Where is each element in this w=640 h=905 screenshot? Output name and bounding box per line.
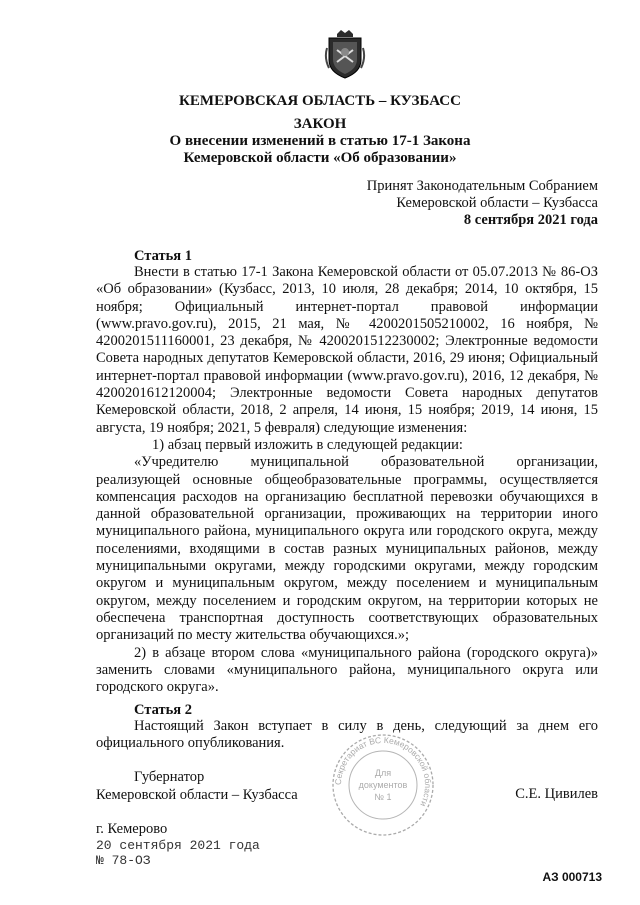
- stamped-date: 20 сентября 2021 года: [96, 838, 260, 853]
- article1-heading: Статья 1: [134, 248, 192, 264]
- article1-intro: Внести в статью 17-1 Закона Кемеровской области от 05.07.2013 № 86-ОЗ «Об образовании» (Кузбасс, 2013, 10 июля, 28 декабря; 2014, 10 октября, 15 ноября; Официальный интернет-портал правовой информации (www.pravo.gov.ru), 2015, 21 мая, № 4200201505210002, 16 ноября, № 4200201511160001, 23 декабря, № 4200201512230002; Электронные ведомости Совета народных депутатов Кемеровской области, 2016, 29 июня; Официальный интернет-портал правовой информации (www.pravo.gov.ru), 2016, 12 декабря, № 4200201612120004; Электронные ведомости Совета народных депутатов Кемеровской области, 2018, 2 апреля, 14 июня, 15 ноября; 2019, 14 июня, 15 августа, 19 ноября; 2021, 5 февраля) следующие изменения:: [96, 264, 598, 436]
- article1-item1: 1) абзац первый изложить в следующей редакции:: [152, 436, 463, 453]
- signature-position-line1: Губернатор: [134, 769, 205, 785]
- signing-place: г. Кемерово: [96, 821, 168, 837]
- round-stamp-icon: [328, 730, 438, 840]
- law-title-line2: Кемеровской области «Об образовании»: [183, 150, 457, 166]
- coat-of-arms-icon: [323, 28, 367, 80]
- article1-item2: 2) в абзаце втором слова «муниципального района (городского округа)» заменить словами «муниципального района, муниципального округа или городского округа».: [96, 644, 598, 696]
- footer-block: [96, 821, 260, 868]
- signatory-name: С.Е. Цивилев: [515, 786, 598, 802]
- stamp-ring-text: Секретариат ВС Кемеровской области: [332, 734, 434, 809]
- article1-body: [96, 264, 598, 696]
- article1-quote: «Учредителю муниципальной образовательной организации, реализующей основные общеобразовательные программы, осуществляется компенсация расходов на организацию бесплатной перевозки обучающихся в данной образовательной организации, проживающих на территории иного муниципального района, муниципального округа или городского округа, между поселениями, входящими в состав разных муниципальных районов, между муниципальными округами, между городскими округами, между городским округом и муниципальным округом, между поселением и муниципальным округом, между поселением и городским округом, на территории которых не обеспечена транспортная доступность соответствующих образовательных организаций по месту жительства обучающихся.»;: [96, 454, 598, 644]
- form-serial-number: АЗ 000713: [542, 870, 602, 884]
- stamp-center-line2: документов: [358, 780, 408, 790]
- signature-position-line2: Кемеровской области – Кузбасса: [96, 787, 298, 803]
- law-title-line1: О внесении изменений в статью 17-1 Закона: [169, 133, 471, 149]
- stamp-center-line3: № 1: [374, 792, 392, 802]
- stamped-number: № 78-ОЗ: [96, 853, 151, 868]
- adoption-line2: Кемеровской области – Кузбасса: [396, 195, 598, 211]
- stamp-center-line1: Для: [374, 768, 392, 778]
- adoption-date: 8 сентября 2021 года: [463, 212, 598, 228]
- adoption-block: [367, 178, 598, 229]
- signature-position: [96, 768, 298, 804]
- region-name: КЕМЕРОВСКАЯ ОБЛАСТЬ – КУЗБАСС: [179, 93, 461, 109]
- article2-text: Настоящий Закон вступает в силу в день, следующий за днем его официального опубликования.: [96, 718, 598, 752]
- article2-heading: Статья 2: [134, 702, 192, 718]
- document-type: ЗАКОН: [293, 116, 347, 132]
- adoption-line1: Принят Законодательным Собранием: [366, 178, 598, 194]
